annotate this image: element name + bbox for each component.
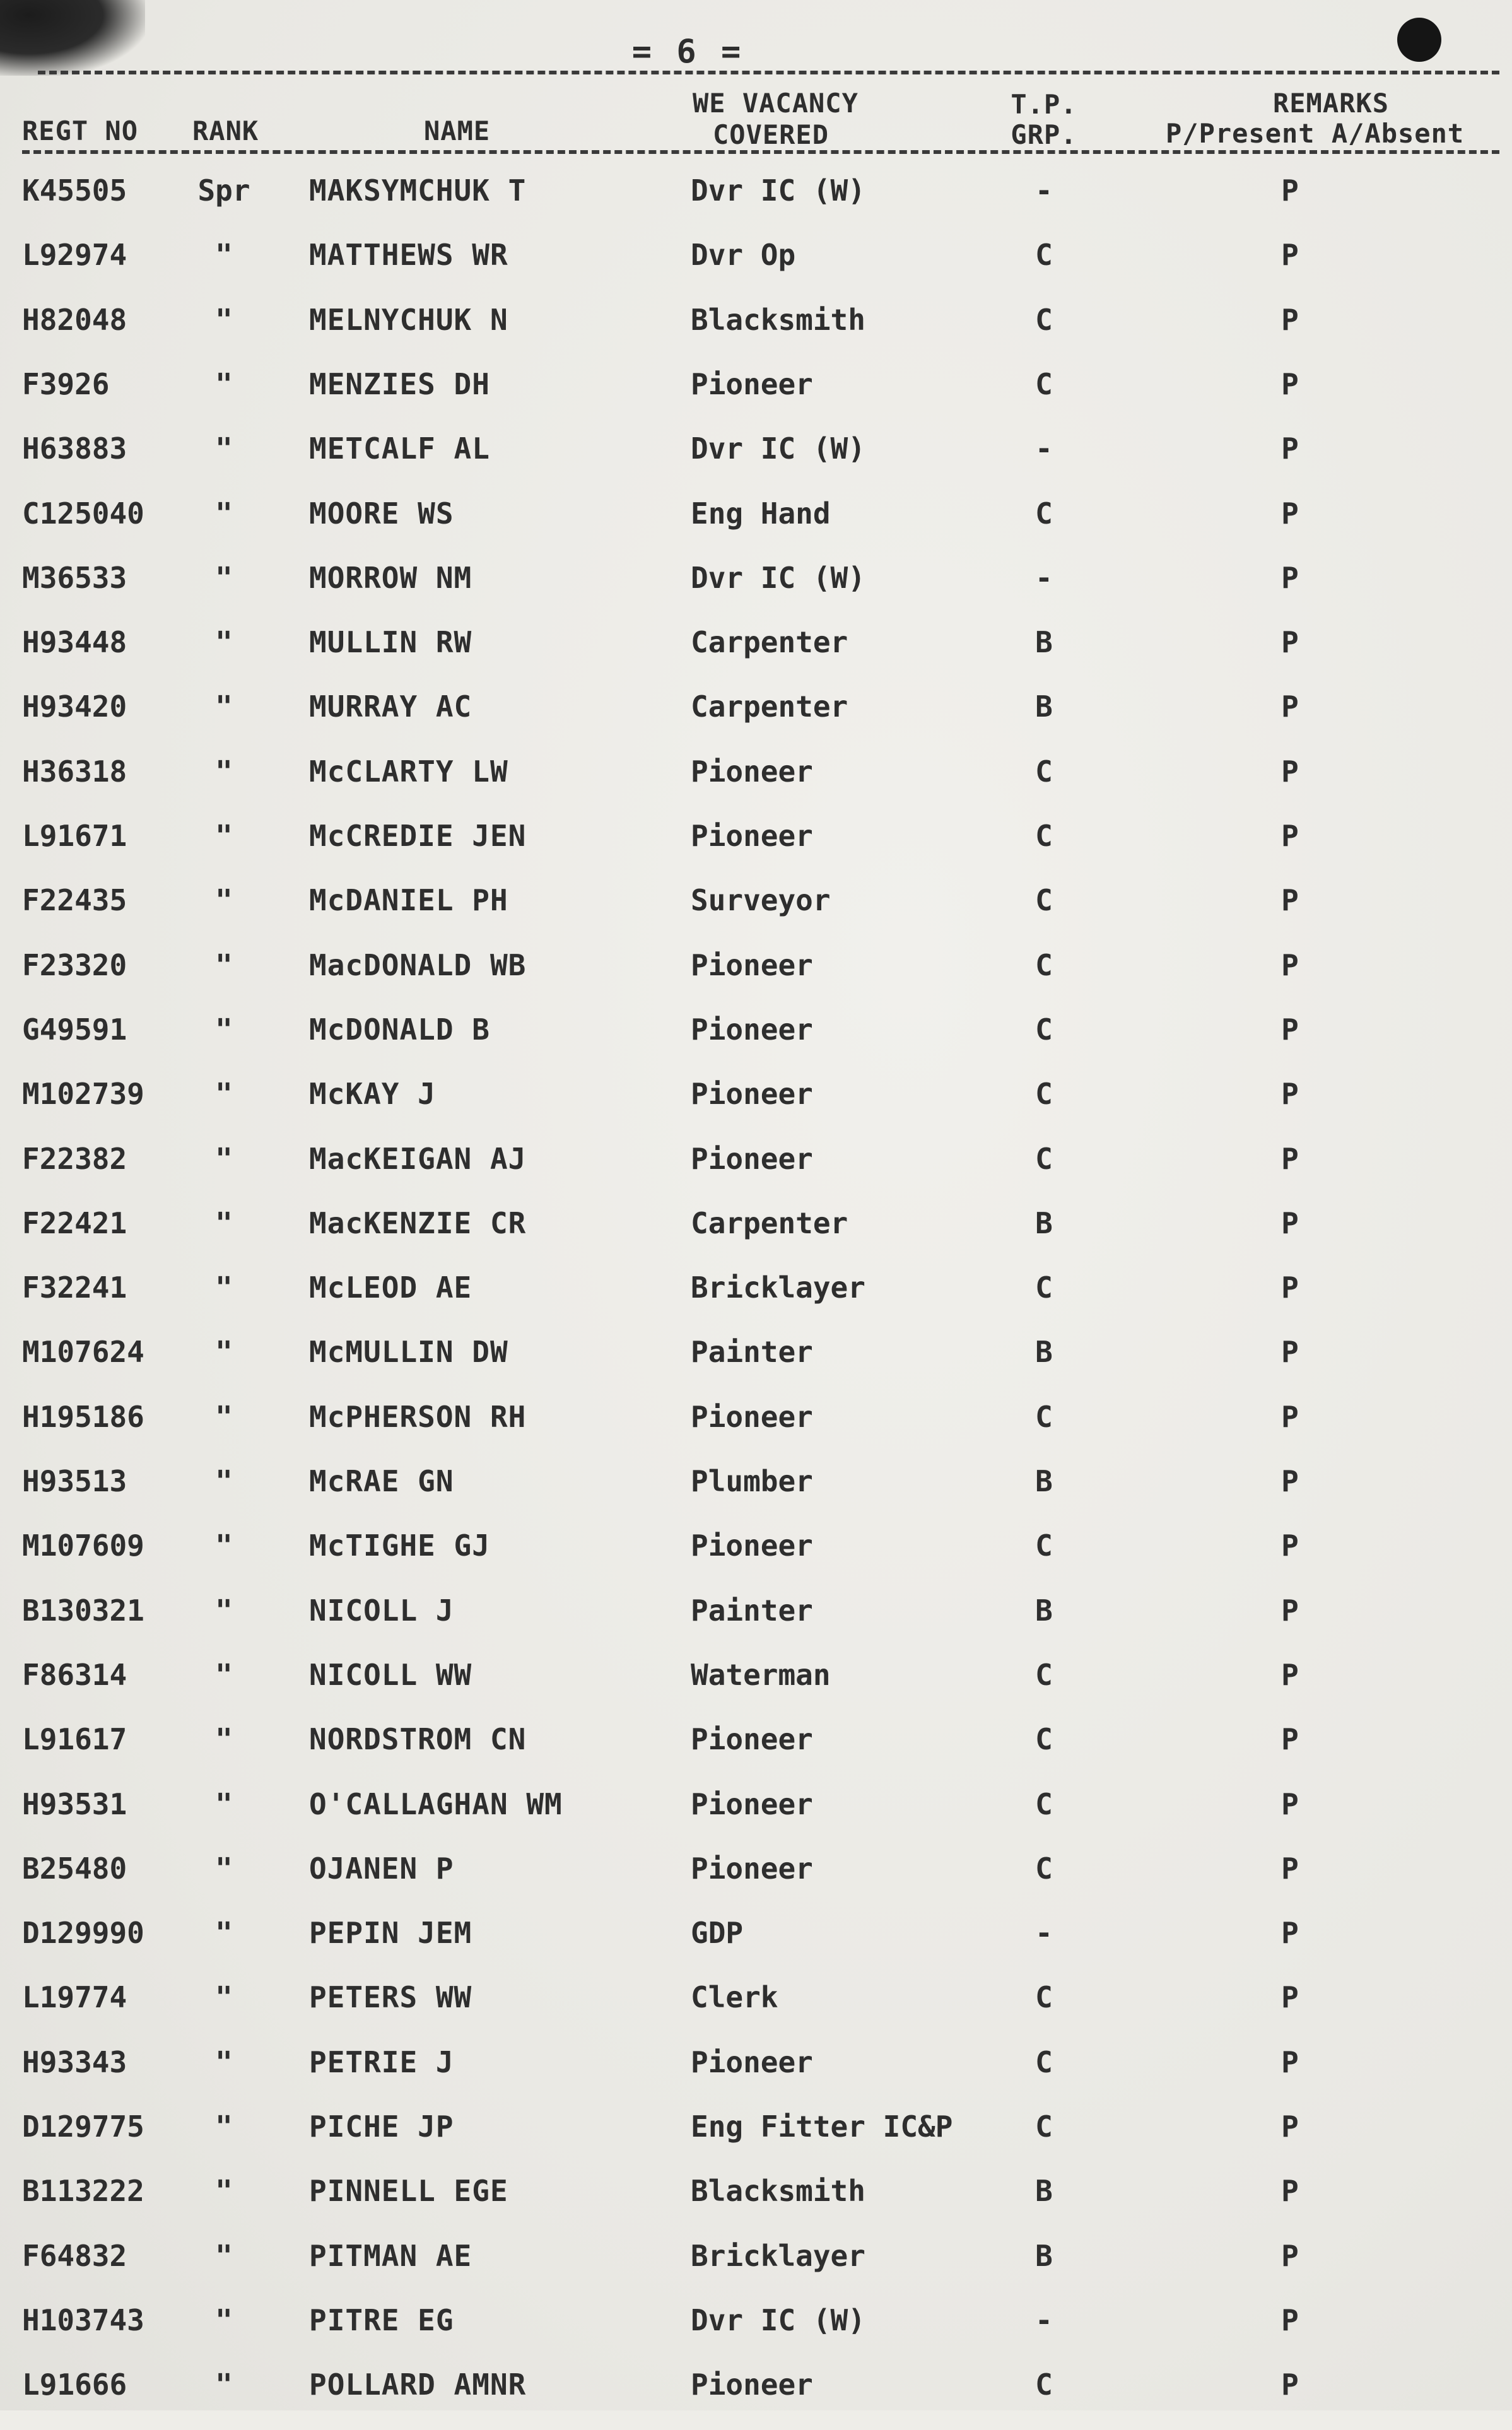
rank-cell: " [215, 625, 233, 659]
name-cell: NICOLL WW [309, 1658, 472, 1692]
header-regt-no: REGT NO [22, 115, 139, 146]
tp-group-cell: C [1035, 883, 1053, 917]
vacancy-cell: Dvr IC (W) [691, 561, 865, 595]
rank-cell: " [215, 2368, 233, 2402]
tp-group-cell: C [1035, 948, 1053, 982]
vacancy-cell: Bricklayer [691, 2239, 865, 2273]
table-row [0, 301, 1512, 365]
table-row [0, 365, 1512, 430]
name-cell: MORROW NM [309, 561, 472, 595]
table-row [0, 688, 1512, 752]
vacancy-cell: Surveyor [691, 883, 831, 917]
remarks-cell: P [1281, 1142, 1299, 1176]
tp-group-cell: C [1035, 2045, 1053, 2079]
tp-group-cell: B [1035, 1594, 1053, 1628]
header-name: NAME [424, 115, 491, 146]
remarks-cell: P [1281, 1077, 1299, 1111]
name-cell: POLLARD AMNR [309, 2368, 527, 2402]
rank-cell: " [215, 1271, 233, 1305]
name-cell: MacKENZIE CR [309, 1206, 527, 1240]
name-cell: METCALF AL [309, 431, 490, 466]
regt-no-cell: H93531 [22, 1787, 127, 1821]
rank-cell: " [215, 367, 233, 401]
name-cell: McMULLIN DW [309, 1335, 508, 1369]
header-remarks-line1: REMARKS [1272, 88, 1389, 119]
table-row [0, 236, 1512, 300]
table-row [0, 1914, 1512, 1978]
name-cell: OJANEN P [309, 1852, 454, 1886]
vacancy-cell: Pioneer [691, 1852, 813, 1886]
regt-no-cell: H93343 [22, 2045, 127, 2079]
remarks-cell: P [1281, 1594, 1299, 1628]
vacancy-cell: Pioneer [691, 2368, 813, 2402]
header-remarks-line2: P/Present A/Absent [1166, 118, 1465, 149]
table-row [0, 817, 1512, 881]
remarks-cell: P [1281, 1206, 1299, 1240]
rank-cell: " [215, 2303, 233, 2337]
rank-cell: " [215, 1400, 233, 1434]
header-vacancy-line1: WE VACANCY [693, 88, 859, 119]
name-cell: MOORE WS [309, 496, 454, 531]
vacancy-cell: Carpenter [691, 690, 848, 724]
tp-group-cell: C [1035, 1658, 1053, 1692]
name-cell: PITRE EG [309, 2303, 454, 2337]
remarks-cell: P [1281, 1658, 1299, 1692]
rank-cell: " [215, 754, 233, 789]
rank-cell: " [215, 883, 233, 917]
regt-no-cell: H103743 [22, 2303, 144, 2337]
regt-no-cell: L19774 [22, 1980, 127, 2014]
vacancy-cell: Eng Hand [691, 496, 831, 531]
regt-no-cell: L91617 [22, 1722, 127, 1756]
remarks-cell: P [1281, 2303, 1299, 2337]
remarks-cell: P [1281, 819, 1299, 853]
remarks-cell: P [1281, 1271, 1299, 1305]
vacancy-cell: Pioneer [691, 1012, 813, 1047]
tp-group-cell: C [1035, 496, 1053, 531]
regt-no-cell: D129775 [22, 2110, 144, 2144]
name-cell: McCREDIE JEN [309, 819, 527, 853]
vacancy-cell: Pioneer [691, 1722, 813, 1756]
name-cell: MacDONALD WB [309, 948, 527, 982]
name-cell: MURRAY AC [309, 690, 472, 724]
regt-no-cell: L92974 [22, 238, 127, 272]
tp-group-cell: B [1035, 2174, 1053, 2208]
table-row [0, 1720, 1512, 1785]
vacancy-cell: Pioneer [691, 367, 813, 401]
tp-group-cell: B [1035, 1206, 1053, 1240]
table-row [0, 1140, 1512, 1204]
rank-cell: " [215, 1980, 233, 2014]
regt-no-cell: M102739 [22, 1077, 144, 1111]
regt-no-cell: H93513 [22, 1464, 127, 1498]
remarks-cell: P [1281, 690, 1299, 724]
remarks-cell: P [1281, 2239, 1299, 2273]
remarks-cell: P [1281, 2368, 1299, 2402]
rank-cell: " [215, 2239, 233, 2273]
regt-no-cell: K45505 [22, 173, 127, 208]
name-cell: McDONALD B [309, 1012, 490, 1047]
tp-group-cell: C [1035, 2368, 1053, 2402]
regt-no-cell: B25480 [22, 1852, 127, 1886]
remarks-cell: P [1281, 1852, 1299, 1886]
remarks-cell: P [1281, 625, 1299, 659]
remarks-cell: P [1281, 561, 1299, 595]
vacancy-cell: Pioneer [691, 1400, 813, 1434]
remarks-cell: P [1281, 883, 1299, 917]
regt-no-cell: F22382 [22, 1142, 127, 1176]
rank-cell: " [215, 1594, 233, 1628]
regt-no-cell: M36533 [22, 561, 127, 595]
name-cell: McLEOD AE [309, 1271, 472, 1305]
rank-cell: " [215, 1335, 233, 1369]
name-cell: McTIGHE GJ [309, 1529, 490, 1563]
regt-no-cell: D129990 [22, 1916, 144, 1950]
table-row [0, 2108, 1512, 2172]
tp-group-cell: C [1035, 1529, 1053, 1563]
regt-no-cell: F22435 [22, 883, 127, 917]
tp-group-cell: B [1035, 1335, 1053, 1369]
table-row [0, 1075, 1512, 1139]
rank-cell: " [215, 1012, 233, 1047]
table-row [0, 1269, 1512, 1333]
name-cell: NORDSTROM CN [309, 1722, 527, 1756]
table-row [0, 1204, 1512, 1269]
table-row [0, 2172, 1512, 2236]
rank-cell: " [215, 1722, 233, 1756]
table-row [0, 1656, 1512, 1720]
vacancy-cell: Blacksmith [691, 2174, 865, 2208]
table-row [0, 2043, 1512, 2108]
regt-no-cell: F22421 [22, 1206, 127, 1240]
remarks-cell: P [1281, 1335, 1299, 1369]
tp-group-cell: C [1035, 367, 1053, 401]
tp-group-cell: - [1035, 2303, 1053, 2337]
regt-no-cell: F86314 [22, 1658, 127, 1692]
vacancy-cell: Pioneer [691, 1787, 813, 1821]
table-row [0, 2237, 1512, 2301]
tp-group-cell: B [1035, 690, 1053, 724]
table-row [0, 2366, 1512, 2430]
vacancy-cell: Painter [691, 1335, 813, 1369]
header-vacancy-line2: COVERED [713, 119, 829, 150]
table-row [0, 172, 1512, 236]
remarks-cell: P [1281, 173, 1299, 208]
name-cell: PINNELL EGE [309, 2174, 508, 2208]
name-cell: MENZIES DH [309, 367, 490, 401]
table-row [0, 1462, 1512, 1527]
vacancy-cell: Pioneer [691, 2045, 813, 2079]
table-row [0, 1850, 1512, 1914]
rank-cell: " [215, 561, 233, 595]
vacancy-cell: Pioneer [691, 1142, 813, 1176]
vacancy-cell: Eng Fitter IC&P [691, 2110, 953, 2144]
rank-cell: " [215, 1852, 233, 1886]
name-cell: PETRIE J [309, 2045, 454, 2079]
tp-group-cell: C [1035, 1400, 1053, 1434]
remarks-cell: P [1281, 1722, 1299, 1756]
rank-cell: " [215, 1529, 233, 1563]
vacancy-cell: Pioneer [691, 819, 813, 853]
tp-group-cell: C [1035, 1012, 1053, 1047]
table-row [0, 881, 1512, 946]
name-cell: McCLARTY LW [309, 754, 508, 789]
vacancy-cell: Waterman [691, 1658, 831, 1692]
remarks-cell: P [1281, 2045, 1299, 2079]
rank-cell: " [215, 1077, 233, 1111]
remarks-cell: P [1281, 1400, 1299, 1434]
table-row [0, 1333, 1512, 1397]
vacancy-cell: Blacksmith [691, 303, 865, 337]
table-row [0, 1978, 1512, 2043]
vacancy-cell: Painter [691, 1594, 813, 1628]
vacancy-cell: Clerk [691, 1980, 778, 2014]
tp-group-cell: - [1035, 173, 1053, 208]
rank-cell: " [215, 1787, 233, 1821]
name-cell: PETERS WW [309, 1980, 472, 2014]
tp-group-cell: C [1035, 303, 1053, 337]
regt-no-cell: H195186 [22, 1400, 144, 1434]
tp-group-cell: C [1035, 1271, 1053, 1305]
regt-no-cell: L91666 [22, 2368, 127, 2402]
remarks-cell: P [1281, 496, 1299, 531]
name-cell: NICOLL J [309, 1594, 454, 1628]
rank-cell: " [215, 819, 233, 853]
regt-no-cell: B113222 [22, 2174, 144, 2208]
vacancy-cell: Carpenter [691, 1206, 848, 1240]
rank-cell: " [215, 2045, 233, 2079]
vacancy-cell: Pioneer [691, 948, 813, 982]
regt-no-cell: H82048 [22, 303, 127, 337]
remarks-cell: P [1281, 431, 1299, 466]
regt-no-cell: G49591 [22, 1012, 127, 1047]
vacancy-cell: Plumber [691, 1464, 813, 1498]
tp-group-cell: C [1035, 2110, 1053, 2144]
header-tp-line1: T.P. [1011, 89, 1077, 120]
table-row [0, 1785, 1512, 1850]
tp-group-cell: C [1035, 1980, 1053, 2014]
rank-cell: Spr [197, 173, 250, 208]
vacancy-cell: GDP [691, 1916, 744, 1950]
regt-no-cell: H63883 [22, 431, 127, 466]
regt-no-cell: L91671 [22, 819, 127, 853]
remarks-cell: P [1281, 1464, 1299, 1498]
table-row [0, 1527, 1512, 1591]
name-cell: MELNYCHUK N [309, 303, 508, 337]
table-row [0, 559, 1512, 623]
remarks-cell: P [1281, 2174, 1299, 2208]
name-cell: McDANIEL PH [309, 883, 508, 917]
vacancy-cell: Dvr IC (W) [691, 2303, 865, 2337]
vacancy-cell: Dvr Op [691, 238, 796, 272]
regt-no-cell: F23320 [22, 948, 127, 982]
remarks-cell: P [1281, 1787, 1299, 1821]
table-row [0, 1398, 1512, 1462]
tp-group-cell: B [1035, 625, 1053, 659]
regt-no-cell: C125040 [22, 496, 144, 531]
remarks-cell: P [1281, 2110, 1299, 2144]
table-row [0, 1011, 1512, 1075]
remarks-cell: P [1281, 1980, 1299, 2014]
regt-no-cell: B130321 [22, 1594, 144, 1628]
tp-group-cell: - [1035, 1916, 1053, 1950]
remarks-cell: P [1281, 238, 1299, 272]
page-number: = 6 = [631, 33, 744, 71]
name-cell: MATTHEWS WR [309, 238, 508, 272]
vacancy-cell: Bricklayer [691, 1271, 865, 1305]
rank-cell: " [215, 948, 233, 982]
tp-group-cell: C [1035, 819, 1053, 853]
name-cell: MAKSYMCHUK T [309, 173, 527, 208]
tp-group-cell: B [1035, 1464, 1053, 1498]
remarks-cell: P [1281, 367, 1299, 401]
tp-group-cell: C [1035, 238, 1053, 272]
table-row [0, 623, 1512, 688]
table-row [0, 495, 1512, 559]
rank-cell: " [215, 431, 233, 466]
rank-cell: " [215, 1464, 233, 1498]
rank-cell: " [215, 2174, 233, 2208]
regt-no-cell: H93448 [22, 625, 127, 659]
name-cell: MacKEIGAN AJ [309, 1142, 527, 1176]
vacancy-cell: Pioneer [691, 1529, 813, 1563]
rank-cell: " [215, 238, 233, 272]
name-cell: PEPIN JEM [309, 1916, 472, 1950]
name-cell: PITMAN AE [309, 2239, 472, 2273]
tp-group-cell: B [1035, 2239, 1053, 2273]
remarks-cell: P [1281, 1916, 1299, 1950]
name-cell: PICHE JP [309, 2110, 454, 2144]
rank-cell: " [215, 1206, 233, 1240]
rank-cell: " [215, 303, 233, 337]
name-cell: O'CALLAGHAN WM [309, 1787, 563, 1821]
vacancy-cell: Carpenter [691, 625, 848, 659]
tp-group-cell: C [1035, 1852, 1053, 1886]
rank-cell: " [215, 1916, 233, 1950]
rank-cell: " [215, 1142, 233, 1176]
rank-cell: " [215, 1658, 233, 1692]
regt-no-cell: F64832 [22, 2239, 127, 2273]
regt-no-cell: F3926 [22, 367, 110, 401]
regt-no-cell: M107609 [22, 1529, 144, 1563]
vacancy-cell: Pioneer [691, 1077, 813, 1111]
tp-group-cell: C [1035, 1787, 1053, 1821]
header-rank: RANK [192, 115, 259, 146]
tp-group-cell: C [1035, 1077, 1053, 1111]
name-cell: McPHERSON RH [309, 1400, 527, 1434]
tp-group-cell: - [1035, 561, 1053, 595]
vacancy-cell: Dvr IC (W) [691, 173, 865, 208]
regt-no-cell: M107624 [22, 1335, 144, 1369]
table-row [0, 753, 1512, 817]
rank-cell: " [215, 2110, 233, 2144]
remarks-cell: P [1281, 1012, 1299, 1047]
table-row [0, 2301, 1512, 2366]
rank-cell: " [215, 496, 233, 531]
vacancy-cell: Dvr IC (W) [691, 431, 865, 466]
remarks-cell: P [1281, 1529, 1299, 1563]
table-row [0, 1592, 1512, 1656]
regt-no-cell: F32241 [22, 1271, 127, 1305]
remarks-cell: P [1281, 948, 1299, 982]
tp-group-cell: C [1035, 1722, 1053, 1756]
table-row [0, 946, 1512, 1011]
table-row [0, 430, 1512, 494]
name-cell: MULLIN RW [309, 625, 472, 659]
tp-group-cell: C [1035, 1142, 1053, 1176]
rank-cell: " [215, 690, 233, 724]
vacancy-cell: Pioneer [691, 754, 813, 789]
header-tp-line2: GRP. [1011, 119, 1077, 150]
name-cell: McKAY J [309, 1077, 436, 1111]
name-cell: McRAE GN [309, 1464, 454, 1498]
tp-group-cell: C [1035, 754, 1053, 789]
regt-no-cell: H36318 [22, 754, 127, 789]
remarks-cell: P [1281, 754, 1299, 789]
remarks-cell: P [1281, 303, 1299, 337]
regt-no-cell: H93420 [22, 690, 127, 724]
tp-group-cell: - [1035, 431, 1053, 466]
